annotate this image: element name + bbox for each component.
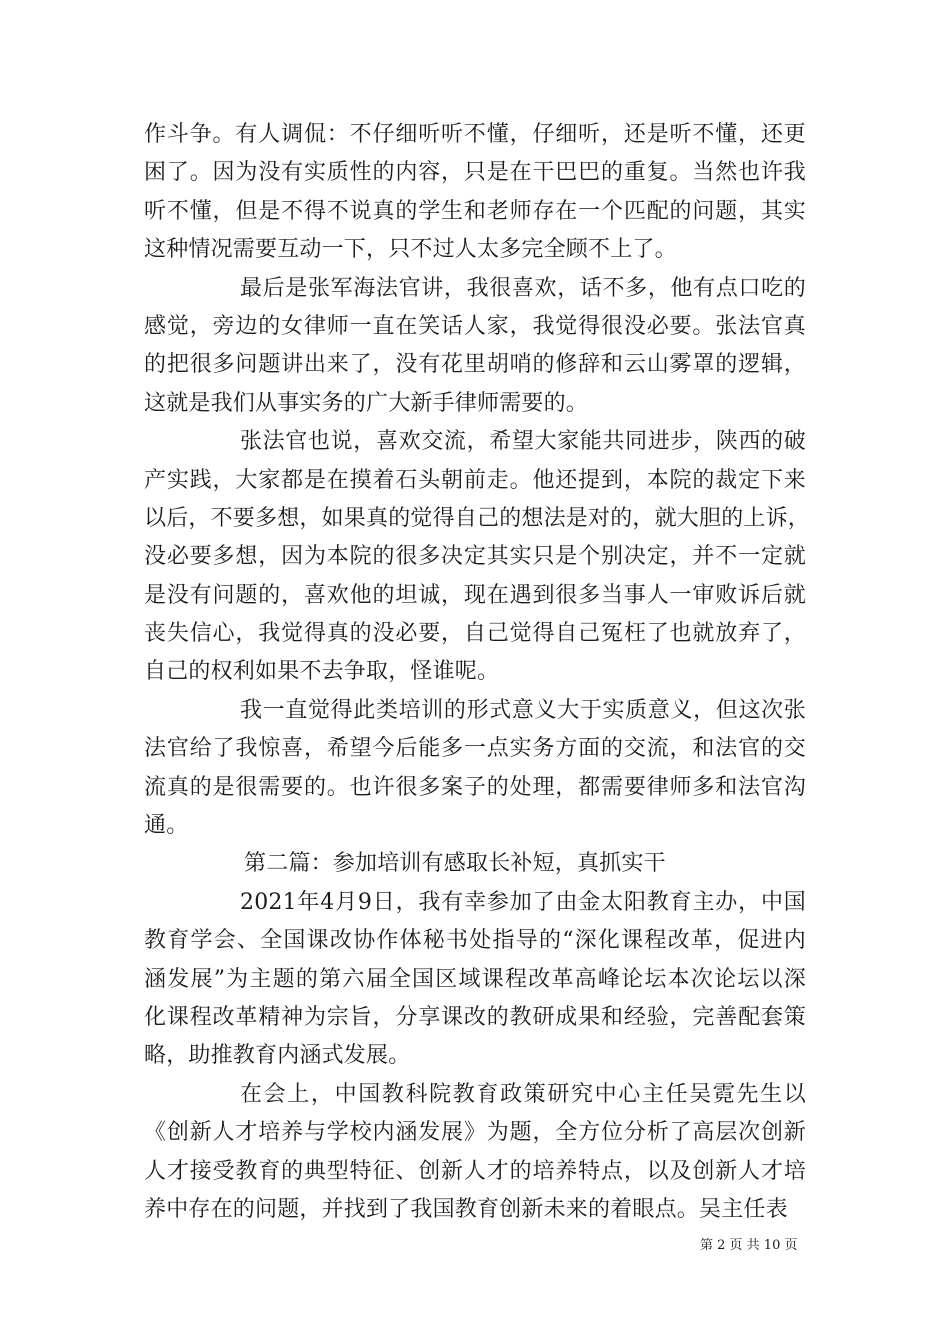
paragraph (144, 884, 806, 1076)
document-body (144, 116, 811, 1229)
paragraph (144, 1076, 806, 1230)
text-line: 教育学会、全国课改协作体秘书处指导的“深化课程改革，促进内 (144, 928, 806, 954)
text-line: 流真的是很需要的。也许很多案子的处理，都需要律师多和法官沟 (144, 774, 806, 800)
text-line: 以后，不要多想，如果真的觉得自己的想法是对的，就大胆的上诉， (144, 505, 811, 531)
text-line: 感觉，旁边的女律师一直在笑话人家，我觉得很没必要。张法官真 (144, 313, 806, 339)
text-line: 《创新人才培养与学校内涵发展》为题，全方位分析了高层次创新 (144, 1120, 806, 1146)
text-line: 的把很多问题讲出来了，没有花里胡哨的修辞和云山雾罩的逻辑， (144, 352, 806, 378)
text-line: 2021年4月9日，我有幸参加了由金太阳教育主办，中国 (240, 889, 806, 915)
text-line: 人才接受教育的典型特征、创新人才的培养特点，以及创新人才培 (144, 1158, 806, 1184)
text-line: 听不懂，但是不得不说真的学生和老师存在一个匹配的问题，其实 (144, 198, 806, 224)
paragraph (144, 116, 806, 270)
text-line: 这就是我们从事实务的广大新手律师需要的。 (144, 390, 589, 416)
text-line: 这种情况需要互动一下，只不过人太多完全顾不上了。 (144, 237, 677, 263)
text-line: 养中存在的问题，并找到了我国教育创新未来的着眼点。吴主任表 (144, 1196, 788, 1222)
text-line: 第二篇：参加培训有感取长补短，真抓实干 (244, 851, 666, 877)
text-line: 最后是张军海法官讲，我很喜欢，话不多，他有点口吃的 (240, 275, 806, 301)
paragraph (144, 423, 811, 692)
text-line: 化课程改革精神为宗旨，分享课改的教研成果和经验，完善配套策 (144, 1004, 806, 1030)
text-line: 丧失信心，我觉得真的没必要，自己觉得自己冤枉了也就放弃了， (144, 621, 806, 647)
page-footer: 第 2 页 共 10 页 (700, 1238, 798, 1253)
text-line: 在会上，中国教科院教育政策研究中心主任吴霓先生以 (240, 1081, 806, 1107)
text-line: 涵发展”为主题的第六届全国区域课程改革高峰论坛本次论坛以深 (144, 966, 806, 992)
paragraph (144, 270, 806, 424)
text-line: 没必要多想，因为本院的很多决定其实只是个别决定，并不一定就 (144, 544, 806, 570)
text-line: 产实践，大家都是在摸着石头朝前走。他还提到，本院的裁定下来 (144, 467, 806, 493)
text-line: 张法官也说，喜欢交流，希望大家能共同进步，陕西的破 (240, 429, 806, 455)
text-line: 困了。因为没有实质性的内容，只是在干巴巴的重复。当然也许我 (144, 160, 806, 186)
section-heading (144, 845, 806, 883)
text-line: 法官给了我惊喜，希望今后能多一点实务方面的交流，和法官的交 (144, 736, 806, 762)
text-line: 是没有问题的，喜欢他的坦诚，现在遇到很多当事人一审败诉后就 (144, 582, 806, 608)
text-line: 自己的权利如果不去争取，怪谁呢。 (144, 659, 500, 685)
text-line: 作斗争。有人调侃：不仔细听听不懂，仔细听，还是听不懂，还更 (144, 122, 806, 147)
text-line: 通。 (144, 813, 189, 839)
paragraph (144, 692, 806, 846)
text-line: 略，助推教育内涵式发展。 (144, 1043, 411, 1069)
text-line: 我一直觉得此类培训的形式意义大于实质意义，但这次张 (240, 697, 806, 723)
